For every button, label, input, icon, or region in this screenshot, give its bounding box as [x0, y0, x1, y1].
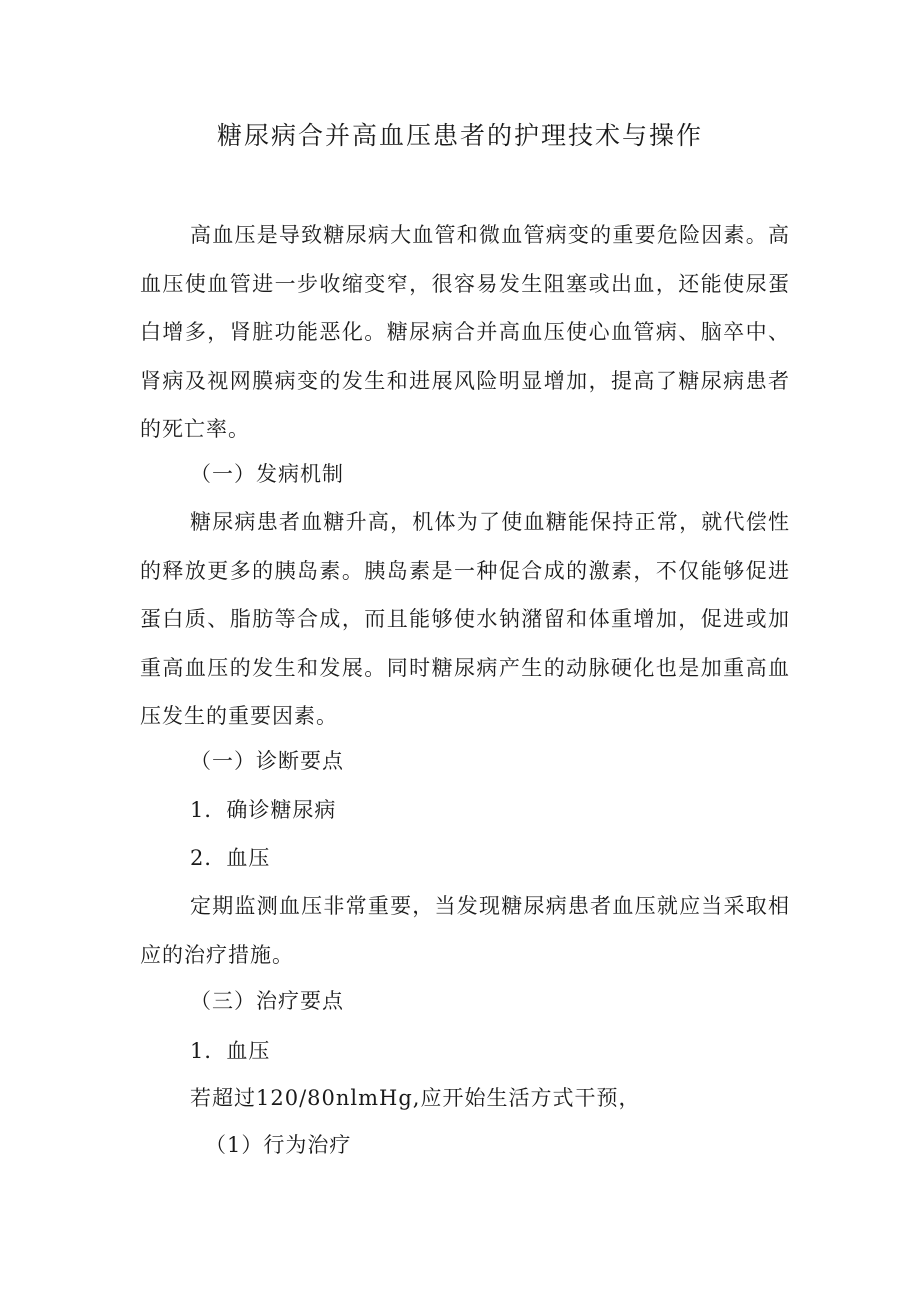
diagnosis-item-2: 2．血压	[190, 846, 271, 870]
section-heading-diagnosis: （一）诊断要点	[190, 749, 344, 773]
treatment-subitem-1: （1）行为治疗	[205, 1133, 352, 1157]
document-title: 糖尿病合并高血压患者的护理技术与操作	[216, 121, 703, 150]
section-heading-treatment: （三）治疗要点	[190, 989, 344, 1013]
diagnosis-item-1: 1．确诊糖尿病	[190, 798, 337, 822]
diagnosis-paragraph: 定期监测血压非常重要，当发现糖尿病患者血压就应当采取相应的治疗措施。	[140, 894, 790, 967]
treatment-text: 若超过120/80nlmHg,应开始生活方式干预，	[190, 1086, 641, 1110]
treatment-item-1: 1．血压	[190, 1039, 271, 1063]
section-heading-pathogenesis: （一）发病机制	[190, 462, 344, 486]
intro-paragraph: 高血压是导致糖尿病大血管和微血管病变的重要危险因素。高血压使血管进一步收缩变窄，很容易发生阻塞或出血，还能使尿蛋白增多，肾脏功能恶化。糖尿病合并高血压使心血管病、脑卒中、肾病及视网膜病变的发生和进展风险明显增加，提高了糖尿病患者的死亡率。	[140, 223, 790, 441]
pathogenesis-paragraph: 糖尿病患者血糖升高，机体为了使血糖能保持正常，就代偿性的释放更多的胰岛素。胰岛素是一种促合成的激素，不仅能够促进蛋白质、脂肪等合成，而且能够使水钠潴留和体重增加，促进或加重高血压的发生和发展。同时糖尿病产生的动脉硬化也是加重高血压发生的重要因素。	[140, 510, 790, 728]
